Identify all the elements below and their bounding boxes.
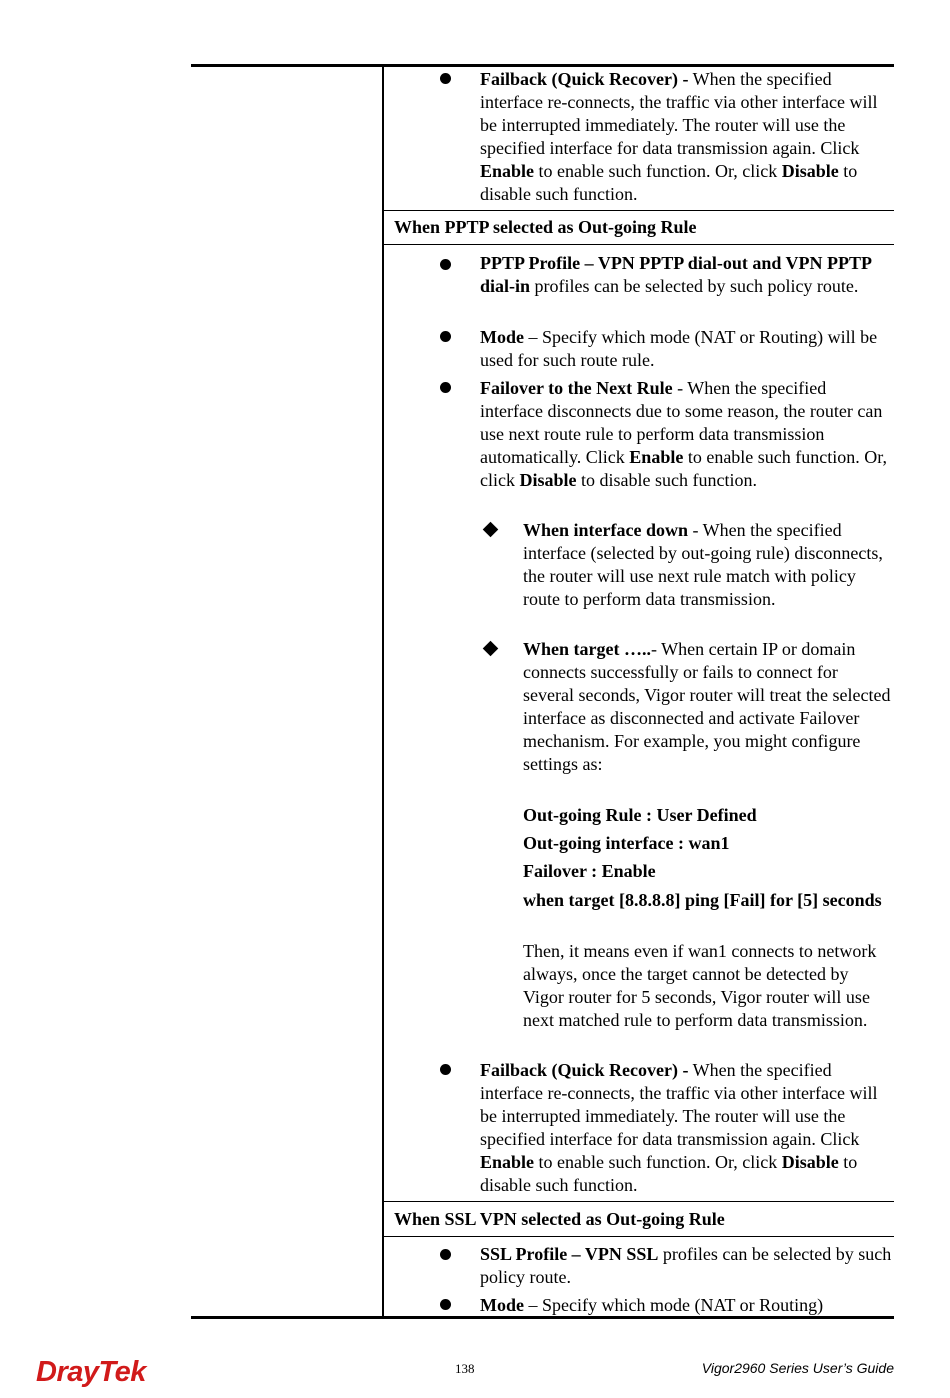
bullet-icon: [440, 1064, 451, 1075]
target-item: When target …..- When certain IP or domain connects successfully or fails to connect for several seconds, Vigor router will treat the selected interface as disconnected and activate Failover mechanism. For example, you might configure settings as:: [523, 639, 891, 774]
pptp-mode-item: Mode – Specify which mode (NAT or Routing) will be used for such route rule.: [480, 327, 878, 370]
draytek-logo: DrayTek: [36, 1356, 146, 1388]
ssl-section-heading: When SSL VPN selected as Out-going Rule: [394, 1209, 725, 1229]
pptp-failover-item: Failover to the Next Rule - When the specified interface disconnects due to some reason, the router can use next route rule to perform data transmission automatically. Click Enable to enable such function. Or, click Disable to disable such function.: [480, 378, 888, 490]
bullet-icon: [440, 382, 451, 393]
bullet-icon: [440, 331, 451, 342]
diamond-bullet-icon: [483, 522, 499, 538]
ssl-profile-item: SSL Profile – VPN SSL profiles can be selected by such policy route.: [480, 1244, 892, 1287]
ssl-mode-item: Mode – Specify which mode (NAT or Routing): [480, 1295, 824, 1315]
page-number: 138: [455, 1361, 475, 1376]
diamond-bullet-icon: [483, 641, 499, 657]
example-when-target: when target [8.8.8.8] ping [Fail] for [5] seconds: [523, 890, 882, 910]
bullet-icon: [440, 1249, 451, 1260]
pptp-profile-item: PPTP Profile – VPN PPTP dial-out and VPN PPTP dial-in profiles can be selected by such policy route.: [480, 253, 872, 296]
interface-down-item: When interface down - When the specified interface (selected by out-going rule) disconnects, the router will use next rule match with policy route to perform data transmission.: [523, 520, 883, 609]
example-outgoing-rule: Out-going Rule : User Defined: [523, 805, 757, 825]
pptp-section-heading: When PPTP selected as Out-going Rule: [394, 217, 697, 237]
bullet-icon: [440, 1299, 451, 1310]
bullet-icon: [440, 73, 451, 84]
then-explanation: Then, it means even if wan1 connects to network always, once the target cannot be detected by Vigor router for 5 seconds, Vigor router will use next matched rule to perform data transmission.: [523, 941, 877, 1030]
example-outgoing-interface: Out-going interface : wan1: [523, 833, 730, 853]
example-failover: Failover : Enable: [523, 861, 656, 881]
guide-title: Vigor2960 Series User’s Guide: [701, 1360, 894, 1376]
description-column: [384, 0, 893, 1316]
bullet-icon: [440, 259, 451, 270]
failback-item: Failback (Quick Recover) - When the specified interface re-connects, the traffic via other interface will be interrupted immediately. The router will use the specified interface for data transmission again. Click Enable to enable such function. Or, click Disable to disable such function.: [480, 69, 878, 204]
pptp-failback-item: Failback (Quick Recover) - When the specified interface re-connects, the traffic via other interface will be interrupted immediately. The router will use the specified interface for data transmission again. Click Enable to enable such function. Or, click Disable to disable such function.: [480, 1060, 878, 1195]
